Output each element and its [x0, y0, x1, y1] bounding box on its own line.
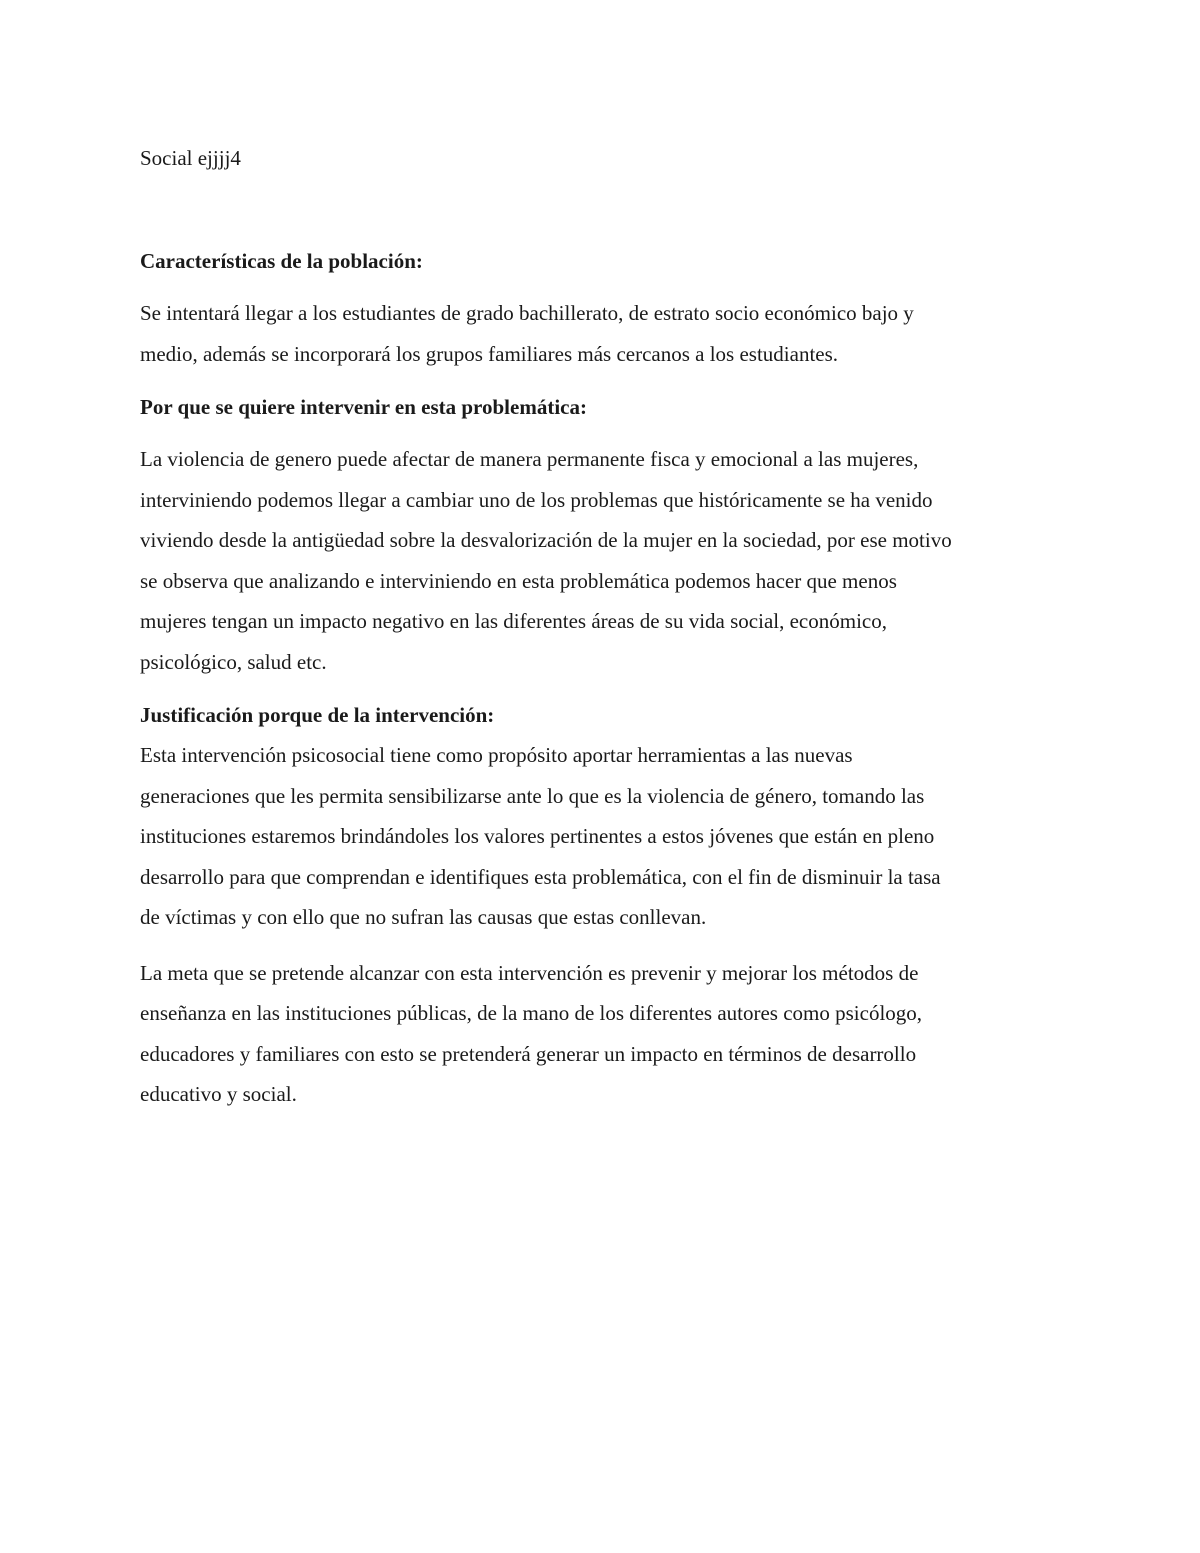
text-line: La violencia de genero puede afectar de manera permanente fisca y emocional a las mujeres, [140, 447, 919, 471]
document-body [140, 138, 1070, 1115]
text-line: enseñanza en las instituciones públicas, de la mano de los diferentes autores como psicólogo, [140, 1001, 923, 1025]
paragraph-poblacion [140, 293, 1070, 374]
text-line: viviendo desde la antigüedad sobre la desvalorización de la mujer en la sociedad, por ese motivo [140, 528, 952, 552]
section-heading-justificacion: Justificación porque de la intervención: [140, 703, 495, 727]
text-line: de víctimas y con ello que no sufran las causas que estas conllevan. [140, 905, 707, 929]
text-line: Se intentará llegar a los estudiantes de grado bachillerato, de estrato socio económico bajo y [140, 301, 914, 325]
paragraph-violencia [140, 439, 1070, 682]
section-heading-caracteristicas: Características de la población: [140, 249, 423, 273]
text-line: medio, además se incorporará los grupos familiares más cercanos a los estudiantes. [140, 341, 839, 366]
text-line: educadores y familiares con esto se pretenderá generar un impacto en términos de desarrollo [140, 1041, 917, 1066]
text-line: interviniendo podemos llegar a cambiar uno de los problemas que históricamente se ha venido [140, 487, 933, 512]
document-title: Social ejjjj4 [140, 146, 241, 170]
text-line: mujeres tengan un impacto negativo en las diferentes áreas de su vida social, económico, [140, 609, 887, 633]
text-line: se observa que analizando e interviniendo en esta problemática podemos hacer que menos [140, 568, 897, 593]
paragraph-justificacion [140, 735, 1070, 938]
paragraph-meta [140, 953, 1070, 1115]
section-heading-por-que: Por que se quiere intervenir en esta problemática: [140, 395, 587, 419]
text-line: generaciones que les permita sensibilizarse ante lo que es la violencia de género, tomando las [140, 783, 925, 808]
text-line: desarrollo para que comprendan e identifiques esta problemática, con el fin de disminuir la tasa [140, 864, 941, 889]
text-line: Esta intervención psicosocial tiene como propósito aportar herramientas a las nuevas [140, 743, 853, 767]
text-line: instituciones estaremos brindándoles los valores pertinentes a estos jóvenes que están en pleno [140, 824, 935, 848]
text-line: educativo y social. [140, 1082, 297, 1106]
text-line: La meta que se pretende alcanzar con esta intervención es prevenir y mejorar los métodos de [140, 960, 919, 985]
text-line: psicológico, salud etc. [140, 649, 327, 674]
